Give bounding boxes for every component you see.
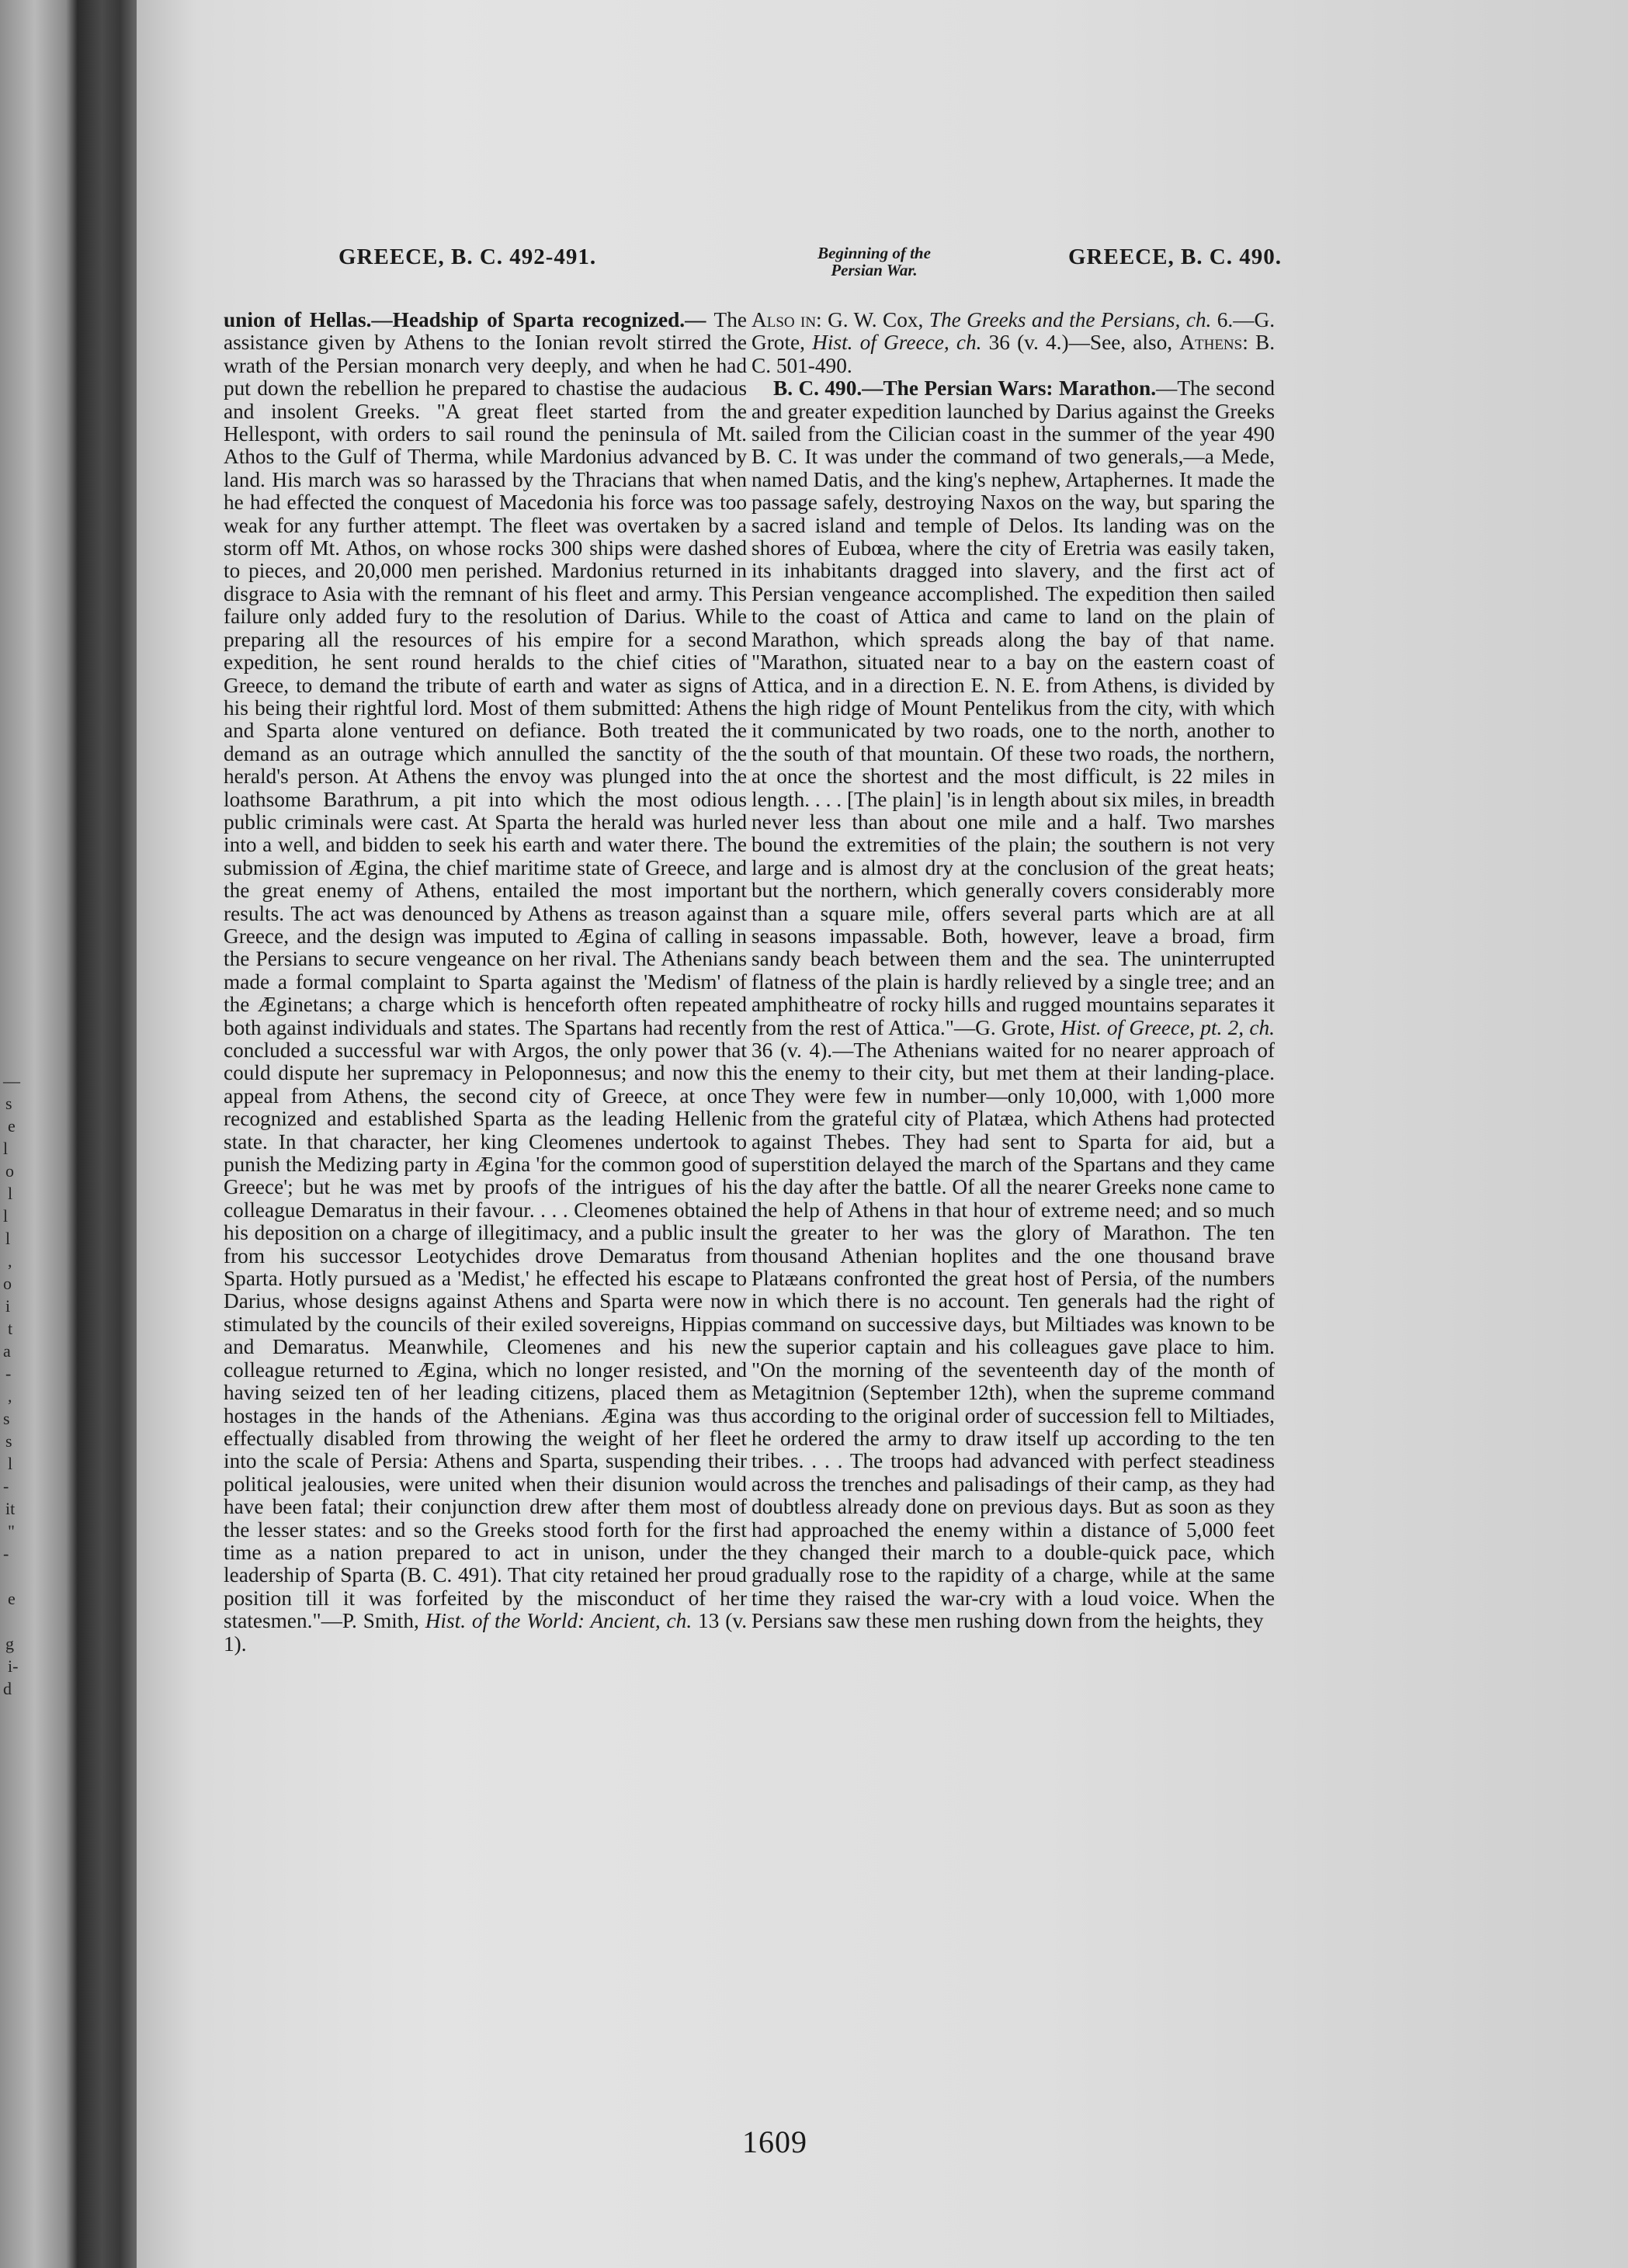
- margin-fragment: e: [8, 1116, 16, 1136]
- margin-fragment: a: [3, 1341, 11, 1361]
- cross-reference-tail: B. C. 501-490.: [752, 331, 1276, 377]
- margin-fragment: [0, 1611, 26, 1632]
- also-in-paragraph: [752, 309, 1275, 377]
- citation-tail-smith: 13 (v. 1).: [224, 1609, 748, 1656]
- margin-fragment: -: [5, 1364, 12, 1383]
- running-head-center: [789, 244, 960, 279]
- right-column: [752, 309, 1275, 1633]
- page-number: 1609: [742, 2124, 807, 2159]
- facing-page-edge: [0, 0, 78, 2268]
- margin-fragment: l: [3, 1206, 9, 1226]
- margin-fragment: o: [3, 1274, 12, 1293]
- margin-fragment: t: [8, 1319, 13, 1338]
- margin-fragment: -: [3, 1544, 9, 1563]
- running-head-right: GREECE, B. C. 490.: [1067, 244, 1282, 269]
- margin-fragment: o: [5, 1161, 14, 1181]
- cross-reference-athens: Athens:: [1179, 331, 1248, 355]
- running-head-center-line2: Persian War.: [831, 261, 918, 279]
- entry-heading-marathon: B. C. 490.—The Persian Wars: Marathon.: [773, 376, 1157, 401]
- margin-fragment: ,: [8, 1386, 12, 1406]
- also-in-ref-cox: G. W. Cox,: [828, 308, 924, 331]
- left-column-paragraph: [224, 309, 747, 1656]
- book-page: [137, 0, 1628, 2268]
- margin-fragment: ": [8, 1521, 15, 1541]
- running-head: [338, 244, 1282, 283]
- entry-heading-hellas: union of Hellas.—Headship of Sparta recognized.—: [224, 308, 706, 331]
- margin-fragment: e: [8, 1589, 16, 1608]
- citation-work-smith: Hist. of the World: Ancient, ch.: [425, 1609, 693, 1633]
- margin-fragment: l: [3, 1139, 9, 1158]
- also-in-label: Also in:: [752, 308, 822, 331]
- book-gutter: [78, 0, 138, 2268]
- also-in-work-cox: The Greeks and the Persians, ch.: [929, 308, 1212, 331]
- margin-fragment: s: [3, 1409, 10, 1428]
- margin-fragment: i: [5, 1296, 11, 1316]
- citation-work-grote: Hist. of Greece, pt. 2, ch.: [1060, 1015, 1275, 1039]
- margin-fragment: [0, 1566, 26, 1587]
- also-in-tail-grote: 36 (v. 4.)—See, also,: [988, 331, 1173, 355]
- margin-fragment: it: [5, 1499, 16, 1518]
- margin-fragment: s: [5, 1094, 12, 1113]
- margin-fragment: —: [3, 1071, 20, 1091]
- margin-fragment: -: [3, 1476, 9, 1496]
- margin-fragment: i-: [8, 1656, 19, 1676]
- margin-fragment: l: [8, 1184, 13, 1203]
- margin-fragment: g: [5, 1634, 14, 1653]
- margin-fragment: l: [5, 1229, 11, 1248]
- also-in-tail-cox: 6.—G. Grote,: [752, 308, 1276, 355]
- left-column: [224, 309, 747, 1656]
- marathon-paragraph: [752, 377, 1275, 1632]
- running-head-center-line1: Beginning of the: [817, 244, 931, 262]
- citation-tail-grote: 36 (v. 4).—The Athenians waited for no nearer approach of the enemy to their city, but met them at their landing-place. They were few in number—only 10,000, with 1,000 more from the grateful city of Platæa, which Athens had protected against Thebes. They had sent to Sparta for aid, but a superstition delayed the march of the Spartans and they came the day after the battle. Of all the nearer Greeks none came to the help of Athens in that hour of extreme need; and so much the greater to her was the glory of Marathon. The ten thousand Athenian hoplites and the one thousand brave Platæans confronted the great host of Persia, of the numbers in which there is no account. Ten generals had the right of command on successive days, but Miltiades was known to be the superior captain and his colleagues gave place to him. "On the morning of the seventeenth day of the month of Metagitnion (September 12th), when the supreme command according to the original order of succession fell to Miltiades, he ordered the army to draw itself up according to the ten tribes. . . . The troops had advanced with perfect steadiness across the trenches and palisadings of their camp, as they had doubtless already done on previous days. But as soon as they had approached the enemy within a distance of 5,000 feet they changed their march to a double-quick pace, which gradually rose to the rapidity of a charge, while at the same time they raised the war-cry with a loud voice. When the Persians saw these men rushing down from the heights, they: [752, 1039, 1275, 1633]
- margin-fragment: s: [5, 1431, 12, 1451]
- also-in-work-grote: Hist. of Greece, ch.: [812, 331, 982, 355]
- facing-page-margin-text: [0, 1071, 26, 2041]
- running-head-left: GREECE, B. C. 492-491.: [338, 244, 597, 269]
- marathon-body: —The second and greater expedition launched by Darius against the Greeks sailed from the Cilician coast in the summer of the year 490 B. C. It was under the command of two generals,—a Mede, named Datis, and the king's nephew, Artaphernes. It made the passage safely, destroying Naxos on the way, but sparing the sacred island and temple of Delos. Its landing was on the shores of Eubœa, where the city of Eretria was easily taken, its inhabitants dragged into slavery, and the first act of Persian vengeance accomplished. The expedition then sailed to the coast of Attica and came to land on the plain of Marathon, which spreads along the bay of that name. "Marathon, situated near to a bay on the eastern coast of Attica, and in a direction E. N. E. from Athens, is divided by the high ridge of Mount Pentelikus from the city, with which it communicated by two roads, one to the north, another to the south of that mountain. Of these two roads, the northern, at once the shortest and the most difficult, is 22 miles in length. . . . [The plain] 'is in length about six miles, in breadth never less than about one mile and a half. Two marshes bound the extremities of the plain; the southern is not very large and is almost dry at the conclusion of the great heats; but the northern, which generally covers considerably more than a square mile, offers several parts which are at all seasons impassable. Both, however, leave a broad, firm sandy beach between them and the sea. The uninterrupted flatness of the plain is hardly relieved by a single tree; and an amphitheatre of rocky hills and rugged mountains separates it from the rest of Attica."—G. Grote,: [752, 376, 1275, 1039]
- margin-fragment: l: [8, 1454, 13, 1473]
- margin-fragment: d: [3, 1679, 12, 1698]
- left-column-body: The assistance given by Athens to the Ionian revolt stirred the wrath of the Persian monarch very deeply, and when he had put down the rebellion he prepared to chastise the audacious and insolent Greeks. "A great fleet started from the Hellespont, with orders to sail round the peninsula of Mt. Athos to the Gulf of Therma, while Mardonius advanced by land. His march was so harassed by the Thracians that when he had effected the conquest of Macedonia his force was too weak for any further attempt. The fleet was overtaken by a storm off Mt. Athos, on whose rocks 300 ships were dashed to pieces, and 20,000 men perished. Mardonius returned in disgrace to Asia with the remnant of his fleet and army. This failure only added fury to the resolution of Darius. While preparing all the resources of his empire for a second expedition, he sent round heralds to the chief cities of Greece, to demand the tribute of earth and water as signs of his being their rightful lord. Most of them submitted: Athens and Sparta alone ventured on defiance. Both treated the demand as an outrage which annulled the sanctity of the herald's person. At Athens the envoy was plunged into the loathsome Barathrum, a pit into which the most odious public criminals were cast. At Sparta the herald was hurled into a well, and bidden to seek his earth and water there. The submission of Ægina, the chief maritime state of Greece, and the great enemy of Athens, entailed the most important results. The act was denounced by Athens as treason against Greece, and the design was imputed to Ægina of calling in the Persians to secure vengeance on her rival. The Athenians made a formal complaint to Sparta against the 'Medism' of the Æginetans; a charge which is henceforth often repeated both against individuals and states. The Spartans had recently concluded a successful war with Argos, the only power that could dispute her supremacy in Peloponnesus; and now this appeal from Athens, the second city of Greece, at once recognized and established Sparta as the leading Hellenic state. In that character, her king Cleomenes undertook to punish the Medizing party in Ægina 'for the common good of Greece'; but he was met by proofs of the intrigues of his colleague Demaratus in their favour. . . . Cleomenes obtained his deposition on a charge of illegitimacy, and a public insult from his successor Leotychides drove Demaratus from Sparta. Hotly pursued as a 'Medist,' he effected his escape to Darius, whose designs against Athens and Sparta were now stimulated by the councils of their exiled sovereigns, Hippias and Demaratus. Meanwhile, Cleomenes and his new colleague returned to Ægina, which no longer resisted, and having seized ten of her leading citizens, placed them as hostages in the hands of the Athenians. Ægina was thus effectually disabled from throwing the weight of her fleet into the scale of Persia: Athens and Sparta, suspending their political jealousies, were united when their disunion would have been fatal; their conjunction drew after them most of the lesser states: and so the Greeks stood forth for the first time as a nation prepared to act in unison, under the leadership of Sparta (B. C. 491). That city retained her proud position till it was forfeited by the misconduct of her statesmen."—P. Smith,: [224, 308, 747, 1633]
- margin-fragment: ,: [8, 1251, 12, 1271]
